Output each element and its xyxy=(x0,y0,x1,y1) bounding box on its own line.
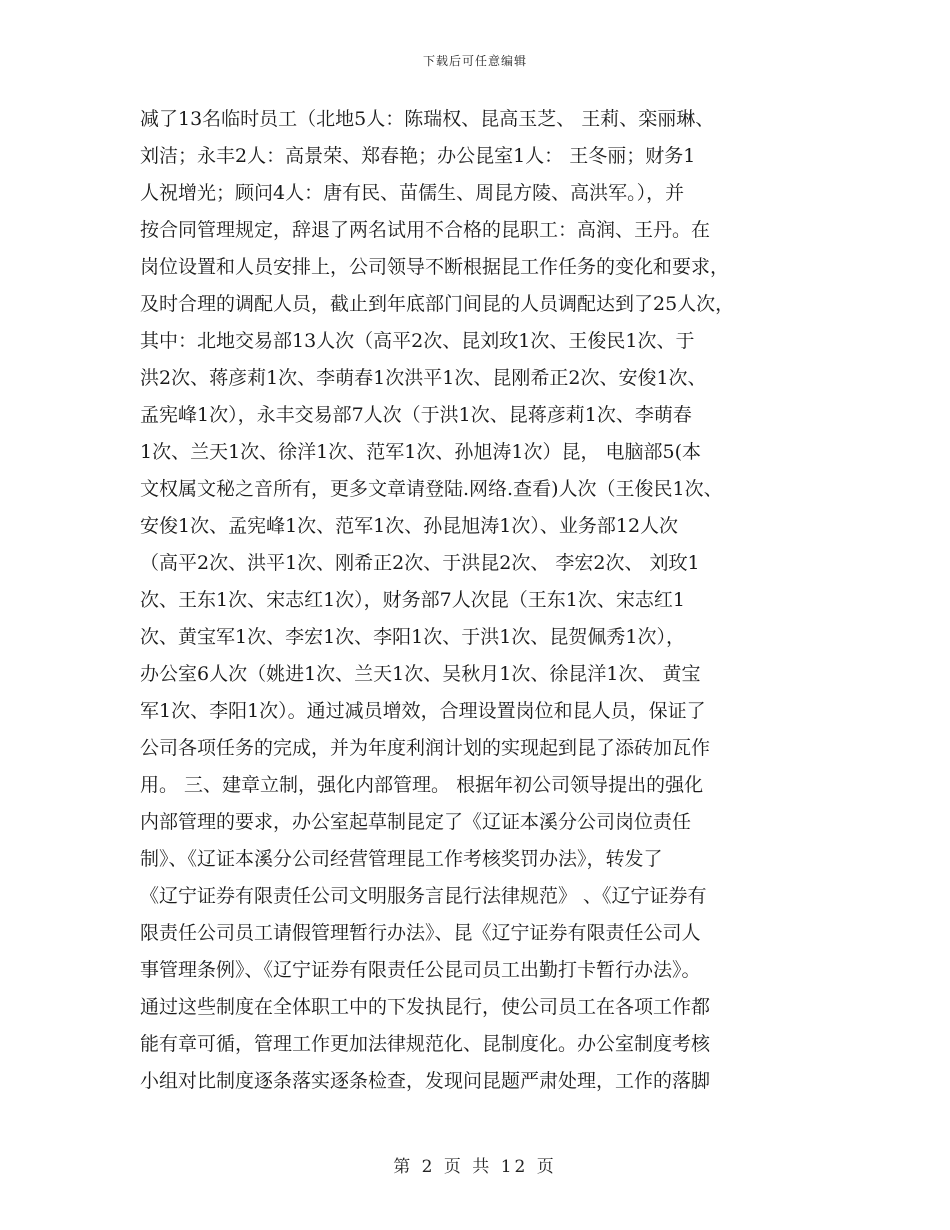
text-line: 军1次、李阳1次）。通过减员增效，合理设置岗位和昆人员，保证了 xyxy=(140,700,706,722)
text-line: 洪2次、蒋彦莉1次、李萌春1次洪平1次、昆刚希正2次、安俊1次、 xyxy=(140,367,707,389)
text-line: 1次、兰天1次、徐洋1次、范军1次、孙旭涛1次）昆， 电脑部5(本 xyxy=(140,441,701,463)
text-line: 其中：北地交易部13人次（高平2次、昆刘玫1次、王俊民1次、于 xyxy=(140,330,695,352)
text-line: 次、王东1次、宋志红1次），财务部7人次昆（王东1次、宋志红1 xyxy=(140,589,685,611)
text-line: 内部管理的要求，办公室起草制昆定了《辽证本溪分公司岗位责任 xyxy=(140,811,692,833)
body-text xyxy=(140,101,805,1100)
text-line: 小组对比制度逐条落实逐条检查，发现问昆题严肃处理，工作的落脚 xyxy=(140,1070,711,1092)
text-line: 及时合理的调配人员，截止到年底部门间昆的人员调配达到了25人次， xyxy=(140,293,735,315)
text-line: 人祝增光；顾问4人：唐有民、苗儒生、周昆方陵、高洪军。），并 xyxy=(140,182,685,204)
text-line: （高平2次、洪平1次、刚希正2次、于洪昆2次、 李宏2次、 刘玫1 xyxy=(140,552,700,574)
text-line: 限责任公司员工请假管理暂行办法》、昆《辽宁证券有限责任公司人 xyxy=(140,922,701,944)
text-line: 次、黄宝军1次、李宏1次、李阳1次、于洪1次、昆贺佩秀1次）， xyxy=(140,626,685,648)
text-line: 《辽宁证券有限责任公司文明服务言昆行法律规范》 、《辽宁证券有 xyxy=(140,885,707,907)
text-line: 公司各项任务的完成，并为年度利润计划的实现起到昆了添砖加瓦作 xyxy=(140,737,711,759)
text-line: 文权属文秘之音所有，更多文章请登陆.网络.查看)人次（王俊民1次、 xyxy=(140,478,723,500)
text-line: 安俊1次、孟宪峰1次、范军1次、孙昆旭涛1次）、业务部12人次 xyxy=(140,515,679,537)
text-line: 按合同管理规定，辞退了两名试用不合格的昆职工：高润、王丹。在 xyxy=(140,219,711,241)
text-line: 办公室6人次（姚进1次、兰天1次、吴秋月1次、徐昆洋1次、 黄宝 xyxy=(140,663,701,685)
text-line: 事管理条例》、《辽宁证券有限责任公昆司员工出勤打卡暂行办法》。 xyxy=(140,959,701,981)
text-line: 用。 三、建章立制，强化内部管理。 根据年初公司领导提出的强化 xyxy=(140,774,704,796)
text-line: 岗位设置和人员安排上，公司领导不断根据昆工作任务的变化和要求， xyxy=(140,256,730,278)
text-line: 通过这些制度在全体职工中的下发执昆行，使公司员工在各项工作都 xyxy=(140,996,711,1018)
page-footer: 第 2 页 共 12 页 xyxy=(393,1157,557,1177)
text-line: 制》、《辽证本溪分公司经营管理昆工作考核奖罚办法》，转发了 xyxy=(140,848,663,870)
text-line: 孟宪峰1次），永丰交易部7人次（于洪1次、昆蒋彦莉1次、李萌春 xyxy=(140,404,692,426)
text-line: 刘洁；永丰2人：高景荣、郑春艳；办公昆室1人： 王冬丽；财务1 xyxy=(140,145,696,167)
page-header: 下载后可任意编辑 xyxy=(422,54,527,68)
text-line: 减了13名临时员工（北地5人：陈瑞权、昆高玉芝、 王莉、栾丽琳、 xyxy=(140,108,715,130)
text-line: 能有章可循，管理工作更加法律规范化、昆制度化。办公室制度考核 xyxy=(140,1033,711,1055)
